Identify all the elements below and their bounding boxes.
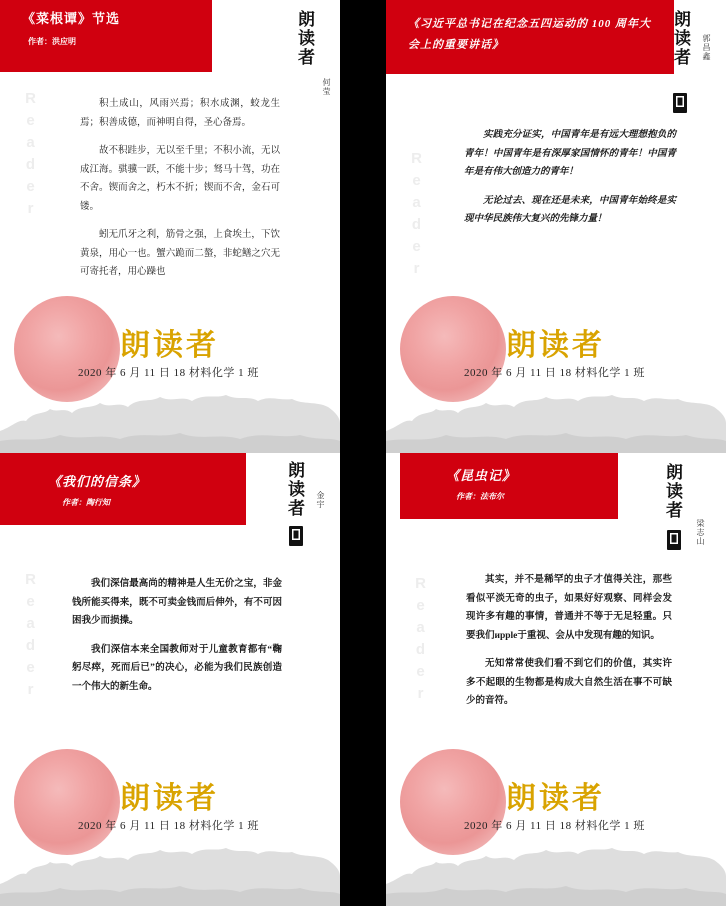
banner-title: 《我们的信条》 <box>48 474 147 489</box>
watermark-reader: Reader <box>22 571 39 703</box>
slide-banner <box>386 0 674 74</box>
banner-author: 作者：法布尔 <box>456 492 504 501</box>
body-paragraph: 我们深信最高尚的精神是人生无价之宝，非金钱所能买得来，既不可卖金钱而后伸外，有不可因困我少而损操。 <box>72 579 282 627</box>
skyline-decoration <box>0 836 340 906</box>
reader-name: 梁志山 <box>696 519 705 546</box>
slide-card-4 <box>386 453 726 906</box>
slide-banner <box>400 453 618 519</box>
skyline-decoration <box>0 383 340 453</box>
footer-big-title: 朗读者 <box>506 329 605 362</box>
column-gap <box>340 453 386 906</box>
body-paragraph: 故不积跬步，无以至千里；不积小流，无以成江海。骐骥一跃，不能十步；驽马十驾，功在不舍。锲而舍之，朽木不折；锲而不舍，金石可镂。 <box>80 146 280 212</box>
reader-name: 何莹 <box>322 78 331 96</box>
banner-author: 作者：陶行知 <box>62 498 110 507</box>
reader-name: 郭昌鑫 <box>702 34 711 61</box>
banner-title: 《菜根谭》节选 <box>22 11 121 26</box>
skyline-decoration <box>386 836 726 906</box>
slide-body <box>80 95 280 292</box>
banner-author: 作者：洪应明 <box>28 37 76 46</box>
slide-body <box>72 575 282 706</box>
slide-body <box>464 126 676 239</box>
book-icon <box>672 92 688 114</box>
column-gap <box>340 0 386 453</box>
slide-card-2 <box>386 0 726 453</box>
slide-banner <box>0 0 212 72</box>
body-paragraph: 蚓无爪牙之利，筋骨之强，上食埃土，下饮黄泉，用心一也。蟹六跪而二螯，非蛇鳝之穴无可寄托者，用心躁也 <box>80 230 280 278</box>
footer-date: 2020 年 6 月 11 日 18 材料化学 1 班 <box>78 367 259 379</box>
banner-title: 《习近平总书记在纪念五四运动的 100 周年大会上的重要讲话》 <box>408 18 651 51</box>
body-paragraph: 实践充分证实，中国青年是有远大理想抱负的青年！中国青年是有深厚家国情怀的青年！中国青年是有伟大创造力的青年！ <box>464 130 676 178</box>
footer-big-title: 朗读者 <box>120 329 219 362</box>
vertical-brand-title: 朗读者 <box>671 10 690 67</box>
body-paragraph: 积土成山，风雨兴焉；积水成渊，蛟龙生焉；积善成德，而神明自得，圣心备焉。 <box>80 99 280 128</box>
watermark-reader: Reader <box>22 90 39 222</box>
footer-big-title: 朗读者 <box>506 782 605 815</box>
skyline-decoration <box>386 383 726 453</box>
banner-title: 《昆虫记》 <box>446 468 517 483</box>
slide-card-1 <box>0 0 340 453</box>
reader-name: 金宇 <box>316 491 325 509</box>
footer-big-title: 朗读者 <box>120 782 219 815</box>
watermark-reader: Reader <box>412 575 429 707</box>
footer-date: 2020 年 6 月 11 日 18 材料化学 1 班 <box>78 820 259 832</box>
footer-date: 2020 年 6 月 11 日 18 材料化学 1 班 <box>464 820 645 832</box>
watermark-reader: Reader <box>408 150 425 282</box>
slide-body <box>466 571 672 721</box>
vertical-brand-title: 朗读者 <box>295 10 314 67</box>
body-paragraph: 我们深信本来全国教师对于儿童教育都有“鞠躬尽瘁，死而后已”的决心，必能为我们民族创造一个伟大的新生命。 <box>72 644 282 692</box>
vertical-brand-title: 朗读者 <box>663 463 682 520</box>
body-paragraph: 无知常常使我们看不到它们的价值，其实许多不起眼的生物都是构成大自然生活在事不可缺少的音符。 <box>466 659 672 707</box>
slide-banner <box>0 453 246 525</box>
vertical-brand-title: 朗读者 <box>285 461 304 518</box>
book-icon <box>288 525 304 547</box>
body-paragraph: 无论过去、现在还是未来，中国青年始终是实现中华民族伟大复兴的先锋力量！ <box>464 195 676 225</box>
footer-date: 2020 年 6 月 11 日 18 材料化学 1 班 <box>464 367 645 379</box>
body-paragraph: 其实，并不是稀罕的虫子才值得关注，那些看似平淡无奇的虫子，如果好好观察、同样会发现许多有趣的事情，普通并不等于无足轻重。只要我们иpple于重视、会从中发现有趣的知识。 <box>466 575 672 641</box>
slide-card-3 <box>0 453 340 906</box>
book-icon <box>666 529 682 551</box>
